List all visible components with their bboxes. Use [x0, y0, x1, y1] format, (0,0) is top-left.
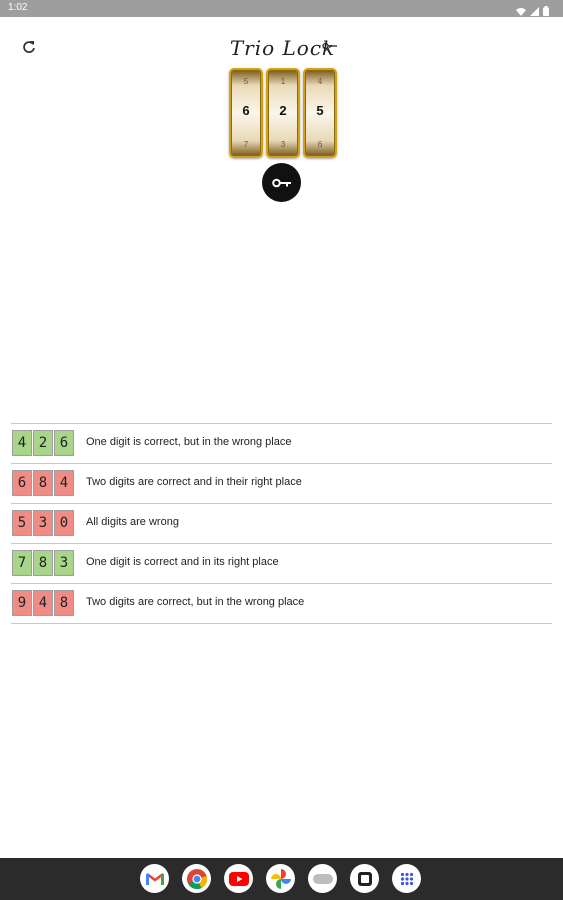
clue-digit: 4 [54, 470, 74, 496]
clue-digit: 6 [54, 430, 74, 456]
lock-dials [229, 68, 337, 158]
key-icon [272, 178, 292, 188]
clue-text: All digits are wrong [86, 516, 179, 528]
clue-digits [12, 550, 75, 576]
clue-digit: 5 [12, 510, 32, 536]
status-time: 1:02 [8, 2, 28, 13]
clue-digit: 0 [54, 510, 74, 536]
clue-digit: 6 [12, 470, 32, 496]
clue-digit: 4 [33, 590, 53, 616]
messages-icon[interactable] [308, 864, 337, 893]
photos-icon[interactable] [266, 864, 295, 893]
clue-digit: 8 [54, 590, 74, 616]
refresh-button[interactable] [18, 36, 40, 58]
camera-icon[interactable] [350, 864, 379, 893]
gmail-icon[interactable] [140, 864, 169, 893]
clue-row [11, 424, 552, 464]
clue-row [11, 464, 552, 504]
clue-digit: 7 [12, 550, 32, 576]
clue-text: Two digits are correct and in their right place [86, 476, 302, 488]
app-title: Trio Lock [229, 36, 336, 60]
clue-row [11, 544, 552, 584]
status-bar [0, 0, 563, 17]
wifi-icon [516, 3, 526, 21]
clue-digit: 2 [33, 430, 53, 456]
refresh-icon [22, 40, 36, 54]
clue-digit: 8 [33, 550, 53, 576]
youtube-icon[interactable] [224, 864, 253, 893]
dial-3-current: 5 [316, 103, 324, 118]
dial-2-next: 3 [280, 140, 286, 149]
app-drawer-icon[interactable] [392, 864, 421, 893]
clue-digits [12, 470, 75, 496]
dial-3[interactable] [303, 68, 337, 158]
clue-list [11, 423, 552, 624]
clue-digit: 4 [12, 430, 32, 456]
clue-row [11, 584, 552, 624]
clue-digits [12, 510, 75, 536]
clue-text: Two digits are correct, but in the wrong place [86, 596, 305, 608]
dial-2-current: 2 [279, 103, 287, 118]
app-dock [140, 864, 421, 893]
clue-text: One digit is correct and in its right place [86, 556, 279, 568]
clue-digit: 3 [54, 550, 74, 576]
dial-1-current: 6 [242, 103, 250, 118]
clue-digit: 3 [33, 510, 53, 536]
battery-icon [543, 3, 549, 21]
clue-digit: 8 [33, 470, 53, 496]
nav-bar [0, 858, 563, 900]
clue-digits [12, 590, 75, 616]
dial-1-prev: 5 [243, 77, 249, 86]
clue-digit: 9 [12, 590, 32, 616]
dial-1[interactable] [229, 68, 263, 158]
key-icon [322, 42, 338, 50]
dial-2-prev: 1 [280, 77, 286, 86]
clue-text: One digit is correct, but in the wrong place [86, 436, 292, 448]
signal-icon [530, 3, 539, 21]
chrome-icon[interactable] [182, 864, 211, 893]
dial-1-next: 7 [243, 140, 249, 149]
unlock-button[interactable] [262, 163, 301, 202]
status-icons [516, 3, 549, 21]
clue-digits [12, 430, 75, 456]
dial-3-prev: 4 [317, 77, 323, 86]
dial-2[interactable] [266, 68, 300, 158]
clue-row [11, 504, 552, 544]
dial-3-next: 6 [317, 140, 323, 149]
